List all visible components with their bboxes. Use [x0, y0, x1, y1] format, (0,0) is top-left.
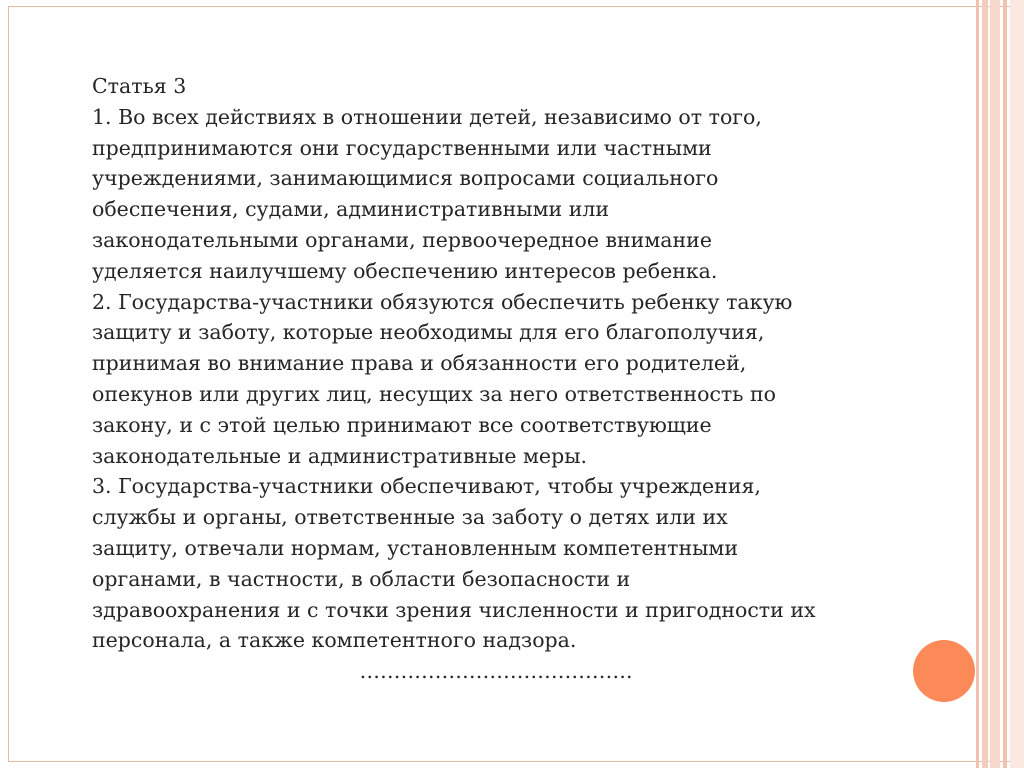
text-line: закону, и с этой целью принимают все соответствующие	[92, 412, 712, 437]
decorative-stripe	[1003, 0, 1007, 768]
ellipsis-continuation: ………………………………….	[359, 659, 633, 684]
article-heading: Статья 3	[92, 74, 187, 98]
text-line: законодательными органами, первоочередное внимание	[92, 227, 712, 252]
text-line: защиту и заботу, которые необходимы для его благополучия,	[92, 320, 765, 345]
text-line: здравоохранения и с точки зрения численности и пригодности их	[92, 597, 816, 622]
text-line: предпринимаются они государственными или частными	[92, 135, 712, 160]
text-line: органами, в частности, в области безопасности и	[92, 566, 631, 591]
text-line: 2. Государства-участники обязуются обеспечить ребенку такую	[92, 289, 793, 314]
text-line: принимая во внимание права и обязанности его родителей,	[92, 351, 747, 376]
decorative-stripe	[982, 0, 988, 768]
text-line: учреждениями, занимающимися вопросами социального	[92, 166, 719, 191]
decorative-stripe	[990, 0, 1000, 768]
text-line: службы и органы, ответственные за заботу о детях или их	[92, 505, 728, 530]
text-line: 1. Во всех действиях в отношении детей, независимо от того,	[92, 104, 762, 129]
text-line: уделяется наилучшему обеспечению интересов ребенка.	[92, 258, 718, 283]
text-line: обеспечения, судами, административными или	[92, 197, 610, 222]
slide-body	[92, 71, 912, 687]
decorative-stripe	[976, 0, 979, 768]
text-line: законодательные и административные меры.	[92, 443, 588, 468]
text-line: 3. Государства-участники обеспечивают, чтобы учреждения,	[92, 474, 761, 499]
paragraph-1	[92, 102, 912, 287]
paragraph-3	[92, 471, 912, 656]
accent-circle	[913, 640, 975, 702]
paragraph-2	[92, 287, 912, 472]
text-line: персонала, а также компетентного надзора.	[92, 628, 577, 653]
text-line: опекунов или других лиц, несущих за него ответственность по	[92, 381, 776, 406]
text-line: защиту, отвечали нормам, установленным компетентными	[92, 535, 739, 560]
decorative-stripe	[1010, 0, 1024, 768]
